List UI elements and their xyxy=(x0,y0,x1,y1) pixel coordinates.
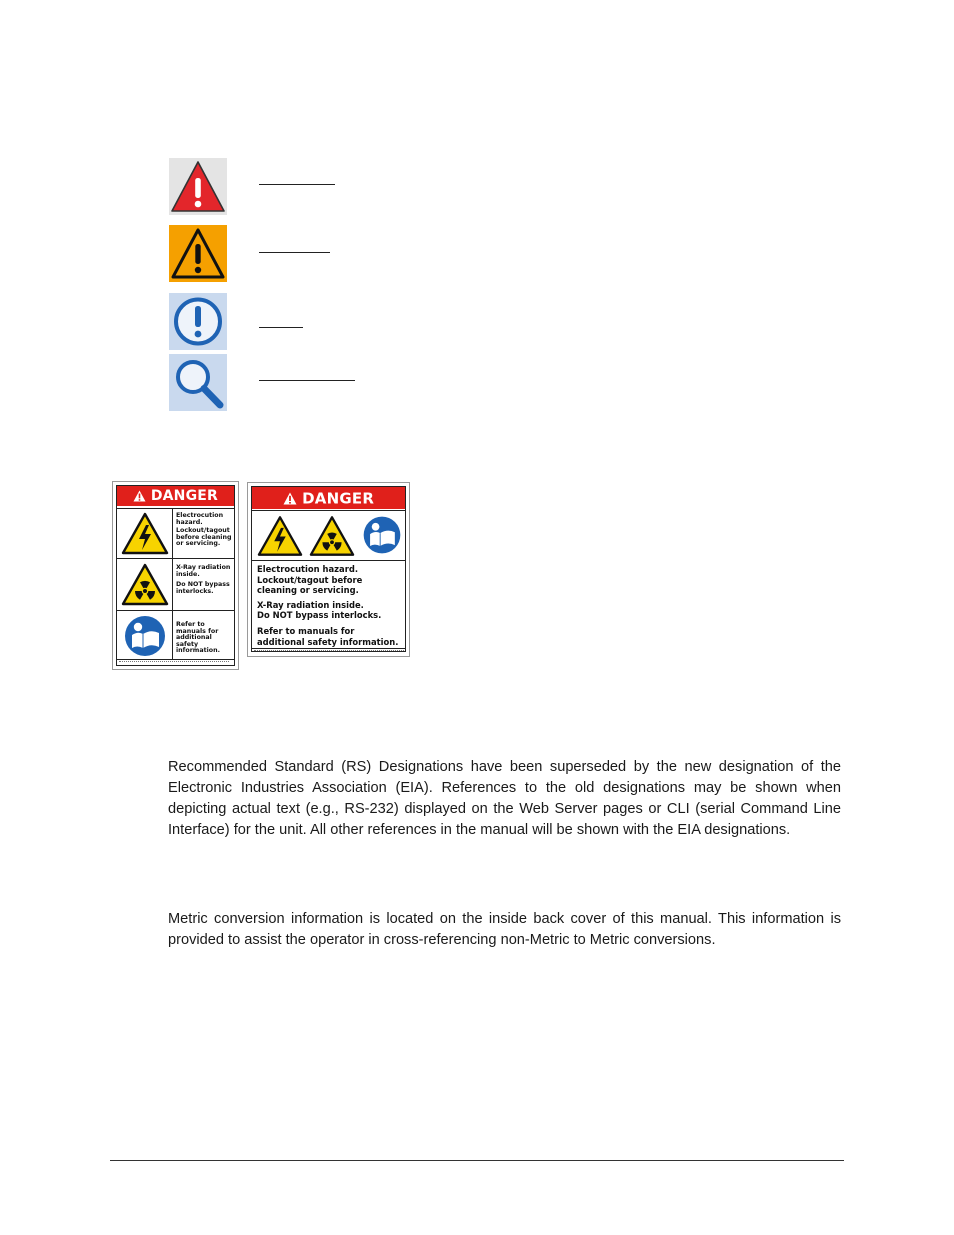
label-fine-print xyxy=(254,650,404,653)
danger-header: DANGER xyxy=(252,487,405,509)
metric-conversion-paragraph: Metric conversion information is located on the inside back cover of this manual. This information is provided to assist the operator in cross-referencing non-Metric to Metric conversions. xyxy=(168,911,841,948)
label-fine-print xyxy=(119,661,229,665)
warning-icon xyxy=(169,158,227,215)
caution-heading-blank xyxy=(259,252,330,253)
read-manual-icon xyxy=(121,615,169,657)
caution-icon xyxy=(169,225,227,282)
radiation-hazard-icon xyxy=(309,515,355,557)
rs-designations-paragraph: Recommended Standard (RS) Designations have been superseded by the new designation of the Electronic Industries Association (EIA). References to the old designations may be shown when depicting actual text (e.g., RS-232) displayed on the Web Server pages or CLI (serial Command Line Interface) for the unit. All other references in the manual will be shown with the EIA designations. xyxy=(168,759,841,838)
read-manual-icon xyxy=(360,513,404,557)
footer-rule xyxy=(110,1160,844,1161)
combined-warning-text: Electrocution hazard. Lockout/tagout before cleaning or servicing. X-Ray radiation inside. Do NOT bypass interlocks. Refer to manuals for additional safety information. xyxy=(257,564,399,647)
alert-triangle-icon xyxy=(133,490,146,502)
radiation-hazard-icon xyxy=(121,563,169,606)
reference-heading-blank xyxy=(259,380,355,381)
reference-icon xyxy=(169,354,227,411)
warning-heading-blank xyxy=(259,184,335,185)
xray-warning-text: X-Ray radiation inside. Do NOT bypass interlocks. xyxy=(176,564,231,595)
danger-label-wide xyxy=(247,482,410,657)
alert-triangle-icon xyxy=(283,492,297,505)
danger-label-vertical xyxy=(112,481,239,670)
important-icon xyxy=(169,293,227,350)
manual-reference-text: Refer to manuals for additional safety information. xyxy=(176,621,220,655)
electrocution-hazard-icon xyxy=(121,512,169,555)
danger-header: DANGER xyxy=(117,486,234,506)
important-heading-blank xyxy=(259,327,303,328)
electrocution-hazard-icon xyxy=(257,515,303,557)
electrocution-warning-text: Electrocution hazard. Lockout/tagout before cleaning or servicing. xyxy=(176,512,232,548)
